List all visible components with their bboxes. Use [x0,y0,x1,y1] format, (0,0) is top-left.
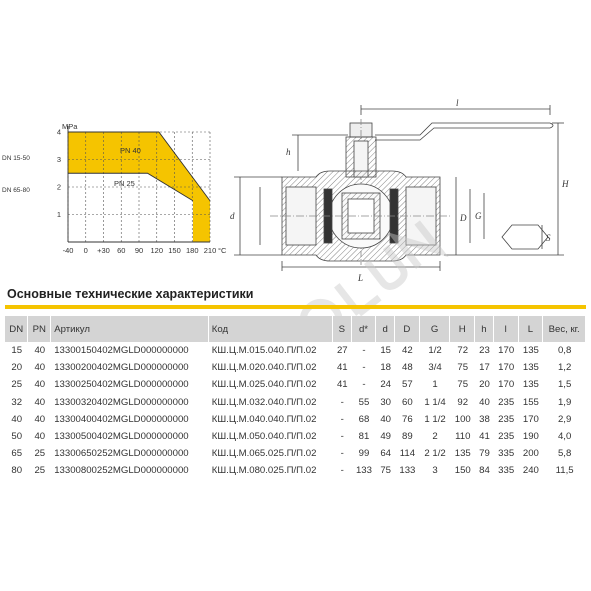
table-cell-big-l: 240 [522,465,539,477]
column-header-h: h [475,316,494,342]
valve-technical-drawing [220,75,580,283]
y-tick-label: 1 [56,210,61,219]
table-cell-dn: 20 [11,362,23,374]
table-cell-article: 13300320402MGLD000000000 [54,396,189,408]
table-cell-weight: 1,5 [557,379,572,391]
table-row [5,462,586,479]
table-cell-dn: 50 [11,431,23,443]
table-row [5,359,586,376]
table-cell-l: 170 [498,379,515,391]
valve-handle [375,123,550,135]
table-cell-g: 1 [432,379,438,391]
column-header-big-l: L [519,316,544,342]
column-header-d-star: d* [352,316,377,342]
x-tick-label: 180 [185,246,199,255]
table-cell-weight: 2,9 [557,413,572,425]
table-cell-pn: 40 [34,431,46,443]
table-cell-big-d: 57 [402,379,413,391]
table-cell-big-l: 190 [522,431,539,443]
table-cell-big-d: 48 [402,362,413,374]
table-cell-article: 13300400402MGLD000000000 [54,413,189,425]
x-tick-label: -40 [62,246,74,255]
column-header-dn: DN [5,316,28,342]
dim-label-H: H [562,179,569,189]
table-cell-big-d: 76 [402,413,413,425]
table-cell-h: 38 [479,413,490,425]
table-cell-d-star: 133 [355,465,372,477]
table-cell-l: 235 [498,413,515,425]
specs-table [5,316,586,480]
table-cell-big-d: 133 [399,465,416,477]
dim-label-G: G [475,211,482,221]
column-header-g: G [420,316,451,342]
table-cell-l: 335 [498,448,515,460]
table-cell-d-star: - [362,345,366,357]
dim-label-L: L [358,273,364,283]
column-header-s: S [333,316,352,342]
table-cell-dn: 25 [11,379,23,391]
column-header-code: Код [209,316,333,342]
table-cell-d-star: 81 [358,431,370,443]
table-cell-article: 13300500402MGLD000000000 [54,431,189,443]
table-cell-s: - [340,396,344,408]
table-cell-pn: 40 [34,345,46,357]
table-cell-d-star: 55 [358,396,370,408]
table-cell-s: - [340,448,344,460]
table-cell-g: 2 [432,431,438,443]
table-cell-l: 170 [498,345,515,357]
curve-label-pn25: PN 25 [114,179,135,188]
table-cell-dn: 40 [11,413,23,425]
y-unit-label: MPa [62,122,78,131]
table-header-row [5,316,586,342]
table-cell-d: 64 [380,448,392,460]
table-cell-h: 40 [479,396,490,408]
table-row [5,411,586,428]
table-row [5,342,586,359]
table-body [5,342,586,480]
table-cell-code: КШ.Ц.М.050.040.П/П.02 [211,431,317,443]
table-cell-g: 3 [432,465,438,477]
table-cell-big-h: 92 [457,396,469,408]
table-cell-h: 41 [479,431,490,443]
table-cell-big-d: 42 [402,345,413,357]
table-cell-l: 235 [498,431,515,443]
column-header-d: d [376,316,395,342]
table-cell-weight: 4,0 [557,431,572,443]
table-cell-d: 75 [380,465,392,477]
table-cell-big-d: 60 [402,396,413,408]
y-tick-label: 3 [56,155,61,164]
table-cell-h: 79 [479,448,490,460]
chart-svg [0,110,240,260]
table-cell-s: - [340,465,344,477]
table-cell-h: 20 [479,379,490,391]
column-header-l: l [494,316,519,342]
table-cell-article: 13300650252MGLD000000000 [54,448,189,460]
table-cell-d: 30 [380,396,392,408]
table-cell-big-l: 135 [522,362,539,374]
table-cell-d-star: 99 [358,448,370,460]
table-cell-big-h: 150 [454,465,471,477]
table-cell-g: 1 1/2 [424,413,446,425]
table-cell-s: - [340,413,344,425]
table-cell-weight: 1,9 [557,396,572,408]
table-cell-h: 23 [479,345,490,357]
dn-label-15-50: DN 15-50 [2,155,30,162]
section-title: Основные технические характеристики [7,287,254,301]
table-cell-big-h: 100 [454,413,471,425]
x-tick-label: 120 [150,246,164,255]
table-cell-big-h: 75 [457,379,469,391]
table-cell-s: - [340,431,344,443]
table-cell-h: 84 [479,465,490,477]
table-cell-d-star: 68 [358,413,370,425]
table-cell-big-h: 135 [454,448,471,460]
table-cell-code: КШ.Ц.М.020.040.П/П.02 [211,362,317,374]
y-tick-label: 2 [56,182,61,192]
table-cell-big-h: 75 [457,362,469,374]
table-cell-l: 170 [498,362,515,374]
table-cell-big-l: 135 [522,345,539,357]
dim-label-d: d [230,211,235,221]
table-cell-d: 40 [380,413,392,425]
table-cell-s: 41 [336,362,348,374]
table-cell-code: КШ.Ц.М.015.040.П/П.02 [211,345,317,357]
section-divider [5,305,586,309]
table-cell-dn: 15 [11,345,23,357]
table-cell-d: 49 [380,431,392,443]
table-cell-pn: 40 [34,413,46,425]
x-tick-label: 150 [168,246,181,255]
table-cell-pn: 40 [34,362,46,374]
table-cell-d-star: - [362,362,366,374]
table-cell-big-l: 155 [522,396,539,408]
table-cell-g: 1 1/4 [424,396,446,408]
table-cell-big-d: 89 [402,431,413,443]
x-tick-label: 60 [117,246,126,255]
x-tick-label: 0 [83,246,88,255]
table-cell-pn: 25 [34,465,46,477]
table-cell-d: 24 [380,379,392,391]
table-cell-d: 15 [380,345,392,357]
dim-label-l: l [456,98,459,108]
table-cell-article: 13300150402MGLD000000000 [54,345,189,357]
table-cell-code: КШ.Ц.М.040.040.П/П.02 [211,413,317,425]
table-cell-g: 2 1/2 [424,448,446,460]
table-cell-article: 13300800252MGLD000000000 [54,465,189,477]
dim-label-h: h [286,147,291,157]
column-header-article: Артикул [51,316,209,342]
table-cell-code: КШ.Ц.М.065.025.П/П.02 [211,448,317,460]
table-cell-big-l: 135 [522,379,539,391]
table-cell-weight: 0,8 [557,345,572,357]
table-cell-dn: 65 [11,448,23,460]
table-cell-code: КШ.Ц.М.025.040.П/П.02 [211,379,317,391]
table-cell-g: 3/4 [428,362,442,374]
x-tick-label: 90 [134,246,144,255]
table-cell-big-l: 170 [522,413,539,425]
y-tick-label: 4 [56,127,61,137]
hex-nut-view [502,225,548,249]
table-cell-l: 335 [498,465,515,477]
table-cell-pn: 40 [34,396,46,408]
table-row [5,394,586,411]
x-tick-label: +30 [97,246,110,255]
valve-drawing-svg [220,75,580,283]
column-header-big-d: D [395,316,420,342]
table-cell-pn: 40 [34,379,46,391]
curve-label-pn40: PN 40 [120,146,141,155]
table-cell-pn: 25 [34,448,46,460]
dn-label-65-80: DN 65-80 [2,187,30,194]
dim-label-D: D [460,213,467,223]
column-header-pn: PN [28,316,51,342]
table-row [5,428,586,445]
column-header-weight: Вес, кг. [543,316,586,342]
x-unit-label: °C [218,246,227,255]
table-cell-code: КШ.Ц.М.032.040.П/П.02 [211,396,317,408]
table-cell-big-h: 72 [457,345,469,357]
table-cell-l: 235 [498,396,515,408]
table-cell-s: 27 [336,345,348,357]
column-header-big-h: H [450,316,475,342]
table-cell-weight: 1,2 [557,362,572,374]
pressure-temperature-chart [0,110,240,260]
table-cell-h: 17 [479,362,490,374]
table-cell-big-l: 200 [522,448,539,460]
table-cell-d: 18 [380,362,392,374]
table-cell-code: КШ.Ц.М.080.025.П/П.02 [211,465,317,477]
table-cell-article: 13300250402MGLD000000000 [54,379,189,391]
table-row [5,445,586,462]
table-row [5,376,586,393]
table-cell-dn: 32 [11,396,23,408]
table-cell-g: 1/2 [428,345,442,357]
table-cell-article: 13300200402MGLD000000000 [54,362,189,374]
table-cell-weight: 5,8 [557,448,572,460]
dim-label-S: S [546,233,551,243]
x-tick-label: 210 [203,246,217,255]
table-cell-weight: 11,5 [555,465,574,477]
table-cell-d-star: - [362,379,366,391]
table-cell-s: 41 [336,379,348,391]
table-cell-dn: 80 [11,465,23,477]
table-cell-big-d: 114 [399,448,416,460]
table-cell-big-h: 110 [455,431,471,443]
